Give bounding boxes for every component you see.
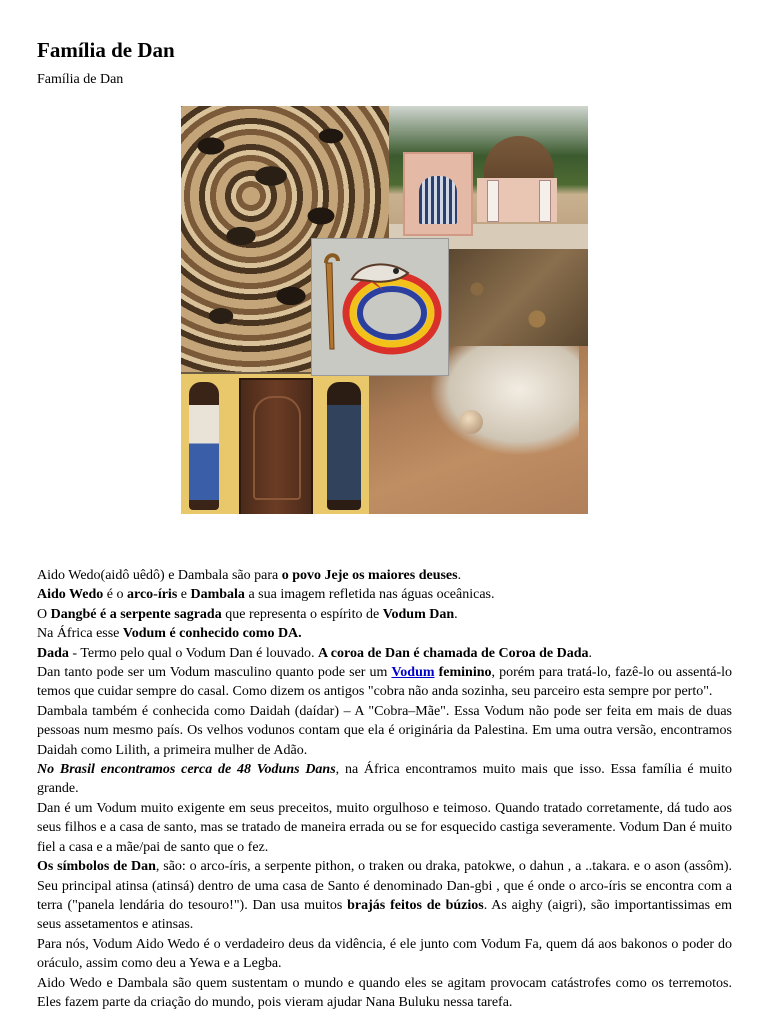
rainbow-serpent-emblem: [311, 238, 449, 376]
bold-text: A coroa de Dan é chamada de Coroa de Dada: [317, 645, 589, 661]
bold-text: Os símbolos de Dan: [37, 859, 156, 875]
body-paragraph: [37, 760, 732, 799]
bold-text: Vodum é conhecido como DA.: [122, 626, 302, 642]
shrine-post: [539, 180, 551, 222]
text-run: a sua imagem refletida nas águas oceânicas.: [244, 587, 495, 603]
body-paragraph: [37, 605, 732, 624]
carved-door-photo: [181, 374, 369, 514]
text-run: Dambala também é conhecida como Daidah (daídar) – A "Cobra–Mãe". Essa Vodum não pode ser feita em mais de duas pessoas num mesmo país. Os velhos vodunos contam que ela é originária da Palestina. Em uma outra versão, encontramos Daidah como Lilith, a primeira mulher de Adão.: [37, 703, 732, 758]
text-run: - Termo pelo qual o Vodum Dan é louvado.: [68, 645, 318, 661]
white-cloth-offering: [429, 346, 579, 456]
text-run: .: [588, 645, 592, 661]
text-run: .: [454, 606, 458, 622]
text-run: que representa o espírito de: [221, 606, 383, 622]
painted-figure-woman: [189, 382, 219, 510]
bold-text: Dambala: [190, 587, 245, 603]
text-run: , são: o arco-íris, a serpente pithon, o traken ou draka, patokwe, o dahun , a ..takara. e o ason (assôm). Seu principal atinsa (atinsá) dentro de uma casa de Santo é denominado Dan-gbi , que é onde o arco-íris se encontra com a terra ("panela lendária do tesouro!"). Dan usa muitos: [37, 859, 732, 913]
shrine-post: [487, 180, 499, 222]
bold-text: Dangbé é a serpente sagrada: [50, 606, 222, 622]
text-run: , porém para tratá-lo, fazê-lo ou assentá-lo temos que cuidar sempre do casal. Como dizem os antigos "cobra não anda sozinha, seu parceiro esta sempre por perto".: [37, 665, 733, 700]
text-run: Para nós, Vodum Aido Wedo é o verdadeiro deus da vidência, é ele junto com Vodum Fa, quem dá aos bakonos o poder do oráculo, assim como deu a Yewa e a Legba.: [37, 936, 732, 972]
page-subtitle: Família de Dan: [37, 72, 124, 87]
text-run: é o: [103, 587, 127, 603]
painted-figure-man: [327, 382, 361, 510]
body-paragraph: [37, 585, 732, 604]
text-run: . As aighy (aigri), são importantissimas em seus assetamentos e atinsas.: [37, 897, 732, 933]
text-run: .: [457, 568, 462, 583]
bold-text: Aido Wedo: [37, 587, 104, 603]
text-run: Na África esse: [37, 626, 123, 642]
bold-text: No Brasil encontramos cerca de 48 Voduns Dans: [37, 762, 336, 778]
text-run: e: [177, 587, 191, 603]
text-run: Dan é um Vodum muito exigente em seus preceitos, muito orgulhoso e teimoso. Quando tratado corretamente, dá tudo aos seus filhos e a casa de santo, mas se tratado de maneira errada ou se for esquecido castiga severamente. Vodum Dan é muito fiel a casa e a mãe/pai de santo que o fez.: [37, 800, 732, 855]
body-paragraph: [37, 702, 732, 760]
painted-shrine: [403, 152, 473, 236]
body-paragraph: [37, 974, 732, 1013]
body-paragraph: [37, 799, 732, 857]
shrine-house-photo: [389, 106, 588, 249]
text-run: , na África encontramos muito mais que isso. Essa família é muito grande.: [37, 762, 732, 797]
body-paragraph: [37, 566, 732, 585]
rainbow-serpent-icon: [312, 239, 448, 375]
text-run: Aido Wedo e Dambala são quem sustentam o mundo e quando eles se agitam provocam catástrofes como os terremotos. Eles fazem parte da criação do mundo, pois vieram ajudar Nana Buluku nessa tarefa.: [37, 975, 732, 1010]
dan-photo-collage: [181, 106, 588, 514]
bold-text: o povo Jeje os maiores deuses: [281, 568, 458, 583]
shrine-door: [419, 176, 457, 224]
bold-text: arco-íris: [126, 587, 178, 603]
text-run: O: [37, 606, 51, 622]
carved-wooden-door: [239, 378, 313, 514]
body-paragraph: [37, 644, 732, 663]
body-paragraph: [37, 663, 732, 702]
vodum-link[interactable]: Vodum: [391, 665, 435, 681]
text-run: Dan tanto pode ser um Vodum masculino quanto pode ser um: [37, 665, 392, 681]
bold-text: Dada: [37, 645, 69, 661]
body-paragraph: [37, 857, 732, 935]
body-paragraph: [37, 624, 732, 643]
bold-text: feminino: [438, 665, 492, 681]
page-title: Família de Dan: [37, 38, 175, 62]
bold-text: brajás feitos de búzios: [347, 897, 484, 913]
body-paragraph: [37, 935, 732, 974]
article-body: [37, 566, 732, 1012]
gourd-offering: [459, 410, 483, 434]
bold-text: Vodum Dan: [382, 606, 455, 622]
text-run: Aido Wedo(aidô uêdô) e Dambala são para: [37, 568, 282, 583]
